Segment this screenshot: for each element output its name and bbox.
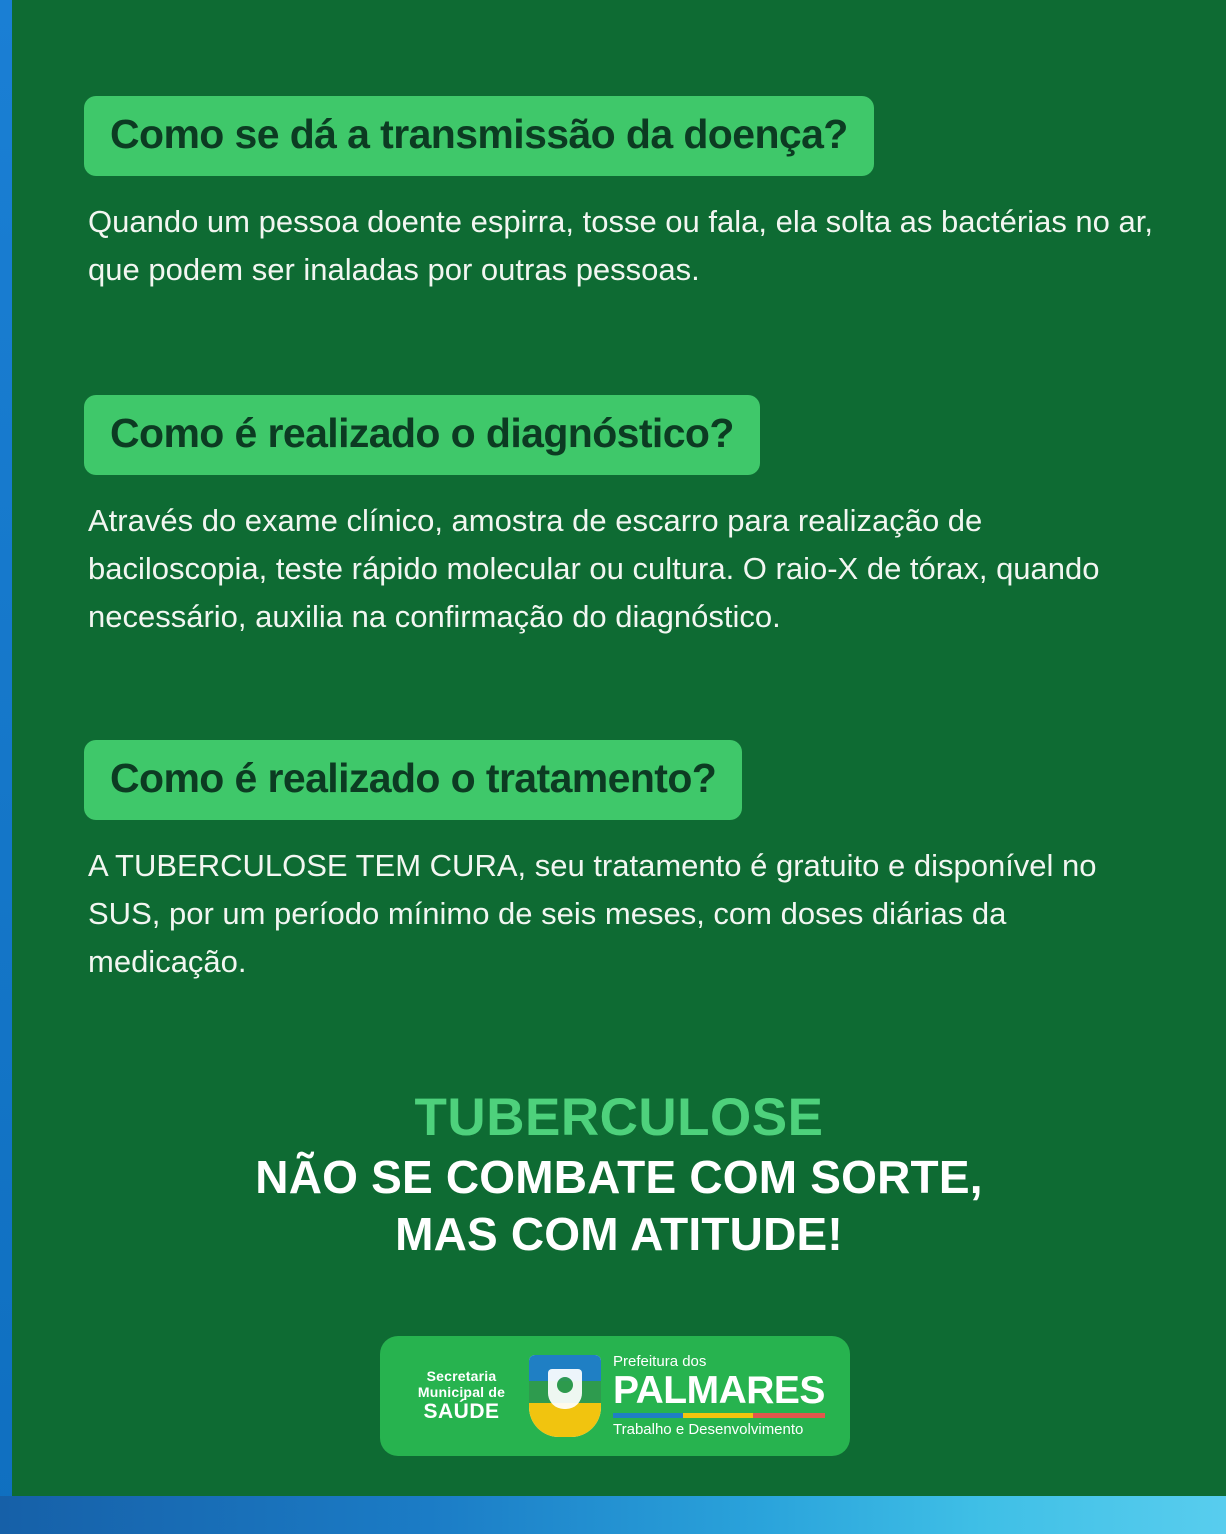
qa-block-tratamento — [84, 740, 1153, 986]
prefeitura-name: PALMARES — [613, 1369, 825, 1412]
qa-heading-tratamento: Como é realizado o tratamento? — [84, 740, 742, 820]
qa-body-diagnostico: Através do exame clínico, amostra de escarro para realização de baciloscopia, teste rápido molecular ou cultura. O raio-X de tórax, quando necessário, auxilia na confirmação do diagnóstico. — [88, 503, 1100, 635]
campaign-slogan — [12, 1088, 1226, 1264]
coat-of-arms-emblem — [548, 1369, 582, 1409]
qa-body-transmissao: Quando um pessoa doente espirra, tosse ou fala, ela solta as bactérias no ar, que podem ser inaladas por outras pessoas. — [88, 204, 1153, 288]
qa-block-diagnostico — [84, 395, 1153, 641]
bottom-gradient-bar — [0, 1496, 1226, 1534]
coat-of-arms-icon — [529, 1355, 601, 1437]
logo-bar — [380, 1336, 850, 1456]
slogan-line-2: MAS COM ATITUDE! — [395, 1208, 843, 1261]
secretaria-line-3: SAÚDE — [423, 1400, 500, 1424]
slogan-title: TUBERCULOSE — [414, 1088, 824, 1147]
prefeitura-color-rule — [613, 1413, 825, 1418]
prefeitura-prefix: Prefeitura dos — [613, 1352, 707, 1370]
poster-body — [12, 0, 1226, 1534]
secretaria-line-2: Municipal de — [417, 1383, 506, 1400]
qa-block-transmissao — [84, 96, 1153, 294]
qa-body-tratamento: A TUBERCULOSE TEM CURA, seu tratamento é gratuito e disponível no SUS, por um período mínimo de seis meses, com doses diárias da medicação. — [88, 848, 1097, 980]
prefeitura-palmares-logo — [613, 1354, 836, 1439]
secretaria-line-1: Secretaria — [426, 1367, 497, 1384]
qa-heading-diagnostico: Como é realizado o diagnóstico? — [84, 395, 760, 475]
slogan-line-1: NÃO SE COMBATE COM SORTE, — [255, 1150, 983, 1203]
left-edge-strip — [0, 0, 12, 1534]
prefeitura-tagline: Trabalho e Desenvolvimento — [613, 1421, 804, 1438]
secretaria-saude-logo — [394, 1368, 529, 1424]
qa-heading-transmissao: Como se dá a transmissão da doença? — [84, 96, 874, 176]
